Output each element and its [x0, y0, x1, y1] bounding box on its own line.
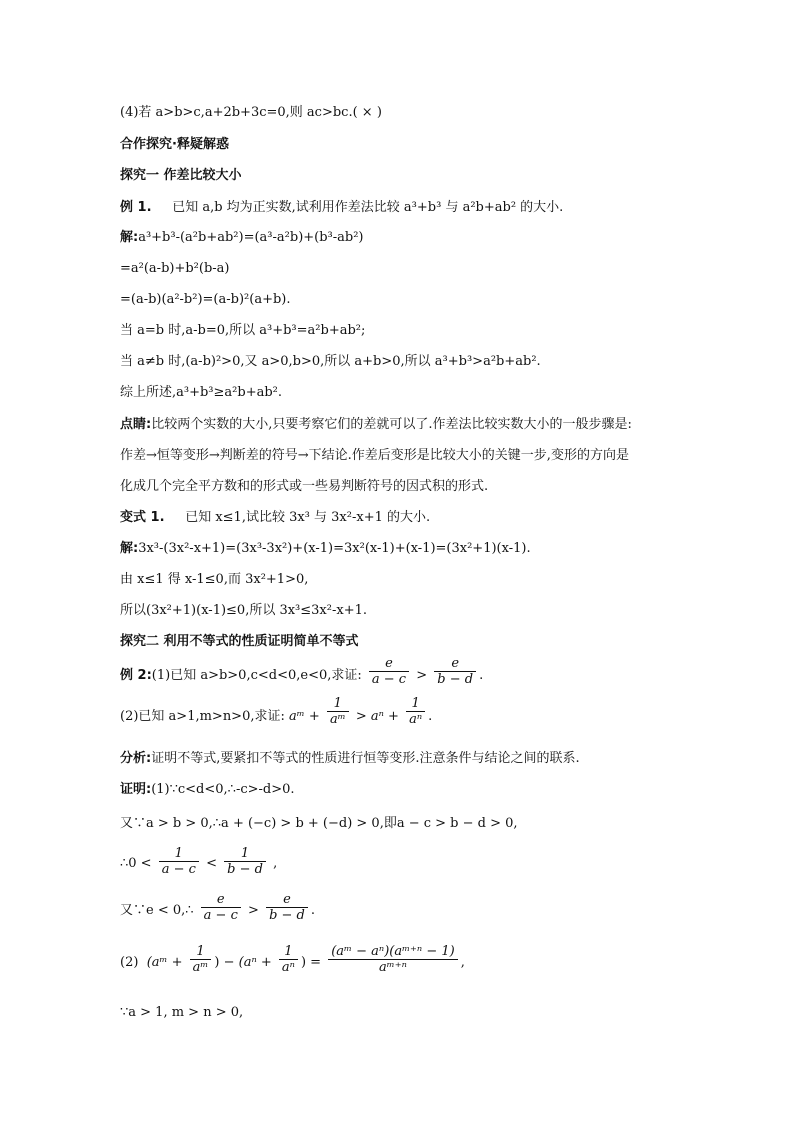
fraction-1-over-an: $\frac{1}{\text{aⁿ}}$ — [406, 696, 425, 727]
analysis-label: 分析: — [120, 751, 152, 766]
proof-line-3: ∴0 < $\frac{1}{a - c}$ < $\frac{1}{b - d}$ , — [120, 846, 278, 877]
solution-1-line-1 — [120, 229, 364, 247]
proof-label: 证明: — [120, 782, 152, 797]
section-heading-cooperative: 合作探究·释疑解惑 — [120, 137, 229, 152]
proof-part-2: (2) (aᵐ + $\frac{1}{\text{aᵐ}}$ ) − (aⁿ + $\frac{1}{\text{aⁿ}}$ ) = $\frac{\text{(aᵐ − aⁿ)(aᵐ⁺ⁿ − 1)}}{\text{aᵐ⁺ⁿ}}$ , — [120, 944, 465, 975]
note-line-2: 作差→恒等变形→判断差的符号→下结论.作差后变形是比较大小的关键一步,变形的方向是 — [120, 448, 629, 463]
proof-line-2: 又∵a > b > 0,∴a + (−c) > b + (−d) > 0,即a − c > b − d > 0, — [120, 816, 518, 831]
example-1 — [120, 199, 563, 217]
proof-line-4: 又∵e < 0,∴ $\frac{e}{a - c}$ > $\frac{e}{b - d}$ . — [120, 892, 316, 923]
section-heading-explore-2: 探究二 利用不等式的性质证明简单不等式 — [120, 634, 359, 649]
example-1-label: 例 1. — [120, 200, 152, 215]
fraction-1-over-b-minus-d: $\frac{1}{b - d}$ — [224, 846, 266, 877]
proof-part-2-line-2: ∵a > 1, m > n > 0, — [120, 1005, 244, 1020]
analysis — [120, 750, 580, 768]
example-2-part-2: (2)已知 a>1,m>n>0,求证: aᵐ + $\frac{1}{\text{aᵐ}}$ > aⁿ + $\frac{1}{\text{aⁿ}}$ . — [120, 696, 433, 727]
fraction-1-over-am: $\frac{1}{\text{aᵐ}}$ — [327, 696, 349, 727]
note-text: 比较两个实数的大小,只要考察它们的差就可以了.作差法比较实数大小的一般步骤是: — [151, 417, 632, 432]
solution-1-line-2: =a²(a-b)+b²(b-a) — [120, 261, 230, 276]
solution-1-line-6: 综上所述,a³+b³≥a²b+ab². — [120, 385, 283, 400]
variant-solution-line-2: 由 x≤1 得 x-1≤0,而 3x²+1>0, — [120, 572, 309, 587]
fraction-e-over-a-minus-c: $\frac{e}{a - c}$ — [369, 656, 409, 687]
example-2-part-1-text: (1)已知 a>b>0,c<d<0,e<0,求证: — [151, 668, 362, 683]
solution-1-line-5: 当 a≠b 时,(a-b)²>0,又 a>0,b>0,所以 a+b>0,所以 a³+b³>a²b+ab². — [120, 354, 541, 369]
note-label: 点睛: — [120, 417, 152, 432]
fraction-1-over-an-2: $\frac{1}{\text{aⁿ}}$ — [279, 944, 298, 975]
variant-solution-line-3: 所以(3x²+1)(x-1)≤0,所以 3x³≤3x²-x+1. — [120, 603, 368, 618]
variant-solution-text: 3x³-(3x²-x+1)=(3x³-3x²)+(x-1)=3x²(x-1)+(x-1)=(3x²+1)(x-1). — [138, 541, 531, 556]
note-line-1 — [120, 416, 632, 434]
variant-1-text: 已知 x≤1,试比较 3x³ 与 3x²-x+1 的大小. — [185, 510, 431, 525]
proof-text: (1)∵c<d<0,∴-c>-d>0. — [151, 782, 295, 797]
variant-solution-label: 解: — [120, 541, 139, 556]
solution-label: 解: — [120, 230, 139, 245]
variant-solution-line-1 — [120, 540, 531, 558]
variant-1-label: 变式 1. — [120, 510, 165, 525]
solution-1-line-3: =(a-b)(a²-b²)=(a-b)²(a+b). — [120, 292, 291, 307]
fraction-1-over-am-2: $\frac{1}{\text{aᵐ}}$ — [190, 944, 212, 975]
note-line-3: 化成几个完全平方数和的形式或一些易判断符号的因式积的形式. — [120, 479, 489, 494]
solution-1-line-4: 当 a=b 时,a-b=0,所以 a³+b³=a²b+ab²; — [120, 323, 366, 338]
exercise-item-4: (4)若 a>b>c,a+2b+3c=0,则 ac>bc.( × ) — [120, 105, 382, 120]
gt-sign: > — [416, 668, 428, 683]
proof-line-1 — [120, 781, 295, 799]
fraction-e-over-b-minus-d-2: $\frac{e}{b - d}$ — [266, 892, 308, 923]
example-2-part-1: 例 2:(1)已知 a>b>0,c<d<0,e<0,求证: $\frac{e}{a - c}$ > $\frac{e}{b - d}$ . — [120, 656, 484, 687]
fraction-big-result: $\frac{\text{(aᵐ − aⁿ)(aᵐ⁺ⁿ − 1)}}{\text{aᵐ⁺ⁿ}}$ — [328, 944, 457, 975]
fraction-1-over-a-minus-c: $\frac{1}{a - c}$ — [159, 846, 199, 877]
section-heading-explore-1: 探究一 作差比较大小 — [120, 168, 242, 183]
variant-1 — [120, 509, 430, 527]
fraction-e-over-b-minus-d: $\frac{e}{b - d}$ — [434, 656, 476, 687]
example-1-text: 已知 a,b 均为正实数,试利用作差法比较 a³+b³ 与 a²b+ab² 的大小. — [172, 200, 564, 215]
solution-text: a³+b³-(a²b+ab²)=(a³-a²b)+(b³-ab²) — [138, 230, 364, 245]
example-2-label: 例 2: — [120, 668, 152, 683]
example-2-part-2-text: (2)已知 a>1,m>n>0,求证: — [120, 709, 285, 724]
analysis-text: 证明不等式,要紧扣不等式的性质进行恒等变形.注意条件与结论之间的联系. — [151, 751, 580, 766]
fraction-e-over-a-minus-c-2: $\frac{e}{a - c}$ — [201, 892, 241, 923]
